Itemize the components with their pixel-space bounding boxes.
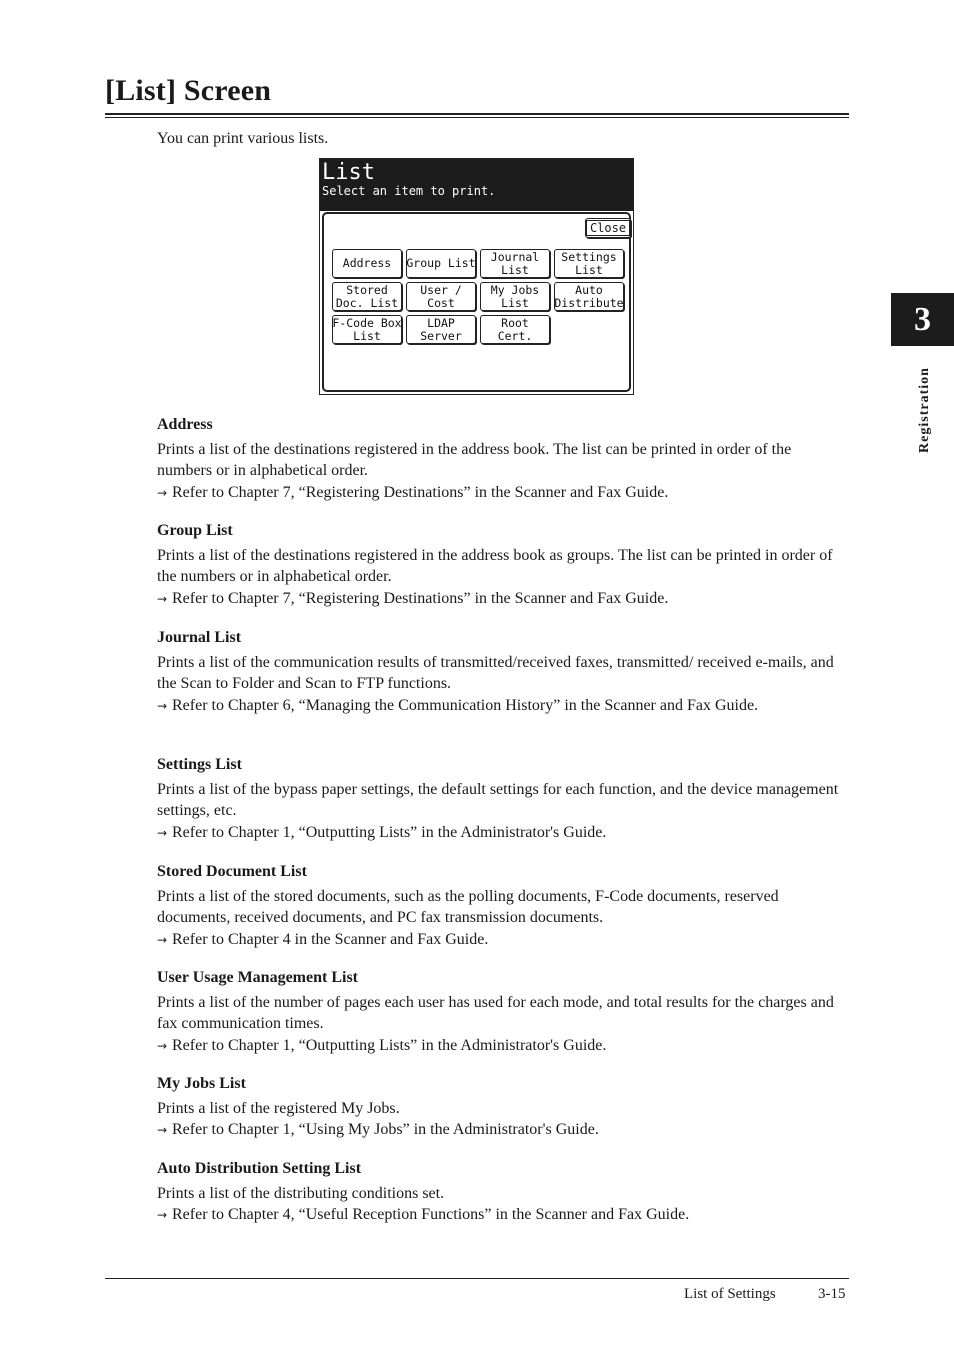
section-body: Prints a list of the registered My Jobs. — [157, 1099, 400, 1117]
section-journal-list — [157, 627, 847, 717]
intro-text: You can print various lists. — [157, 130, 329, 147]
page-number: 3-15 — [818, 1286, 846, 1302]
section-heading: Auto Distribution Setting List — [157, 1160, 362, 1177]
group-list-button[interactable]: Group List — [406, 249, 476, 278]
section-address — [157, 414, 847, 504]
section-body: Prints a list of the stored documents, such as the polling documents, F-Code documents, reserved documents, received documents, and PC fax transmission documents. — [157, 887, 779, 926]
section-body: Prints a list of the number of pages each user has used for each mode, and total results for the charges and fax communication times. — [157, 993, 834, 1032]
section-body: Prints a list of the bypass paper settings, the default settings for each function, and the device management settings, etc. — [157, 780, 839, 819]
section-heading: My Jobs List — [157, 1075, 246, 1092]
f-code-box-list-button[interactable]: F-Code Box List — [332, 315, 402, 343]
section-heading: Stored Document List — [157, 863, 307, 880]
section-user-usage-list — [157, 967, 847, 1057]
section-group-list — [157, 520, 847, 610]
journal-list-button[interactable]: Journal List — [480, 249, 550, 278]
arrow-icon: → — [157, 825, 168, 840]
arrow-icon: → — [157, 932, 168, 947]
footer-rule — [105, 1278, 849, 1279]
section-reference — [157, 1119, 847, 1142]
lcd-header — [320, 159, 633, 211]
arrow-icon: → — [157, 591, 168, 606]
section-body: Prints a list of the destinations registered in the address book as groups. The list can be printed in order of the numbers or in alphabetical order. — [157, 546, 833, 585]
section-heading: Address — [157, 416, 213, 433]
reference-text: Refer to Chapter 7, “Registering Destinations” in the Scanner and Fax Guide. — [172, 483, 669, 501]
my-jobs-list-button[interactable]: My Jobs List — [480, 282, 550, 311]
reference-text: Refer to Chapter 4 in the Scanner and Fax Guide. — [172, 930, 489, 948]
section-body: Prints a list of the destinations registered in the address book. The list can be printed in order of the numbers or in alphabetical order. — [157, 440, 792, 479]
reference-text: Refer to Chapter 7, “Registering Destinations” in the Scanner and Fax Guide. — [172, 589, 669, 607]
reference-text: Refer to Chapter 1, “Outputting Lists” in the Administrator's Guide. — [172, 823, 607, 841]
lcd-subtitle: Select an item to print. — [322, 184, 496, 198]
lcd-screen — [319, 158, 634, 395]
section-stored-document-list — [157, 861, 847, 951]
page-title: [List] Screen — [105, 74, 272, 107]
section-body: Prints a list of the communication results of transmitted/received faxes, transmitted/ received e-mails, and the Scan to Folder and Scan to FTP functions. — [157, 653, 834, 692]
root-cert-button[interactable]: Root Cert. — [480, 315, 550, 344]
section-reference — [157, 588, 847, 611]
reference-text: Refer to Chapter 4, “Useful Reception Functions” in the Scanner and Fax Guide. — [172, 1206, 690, 1223]
chapter-side-label: Registration — [917, 367, 932, 453]
section-heading: Group List — [157, 522, 233, 539]
section-heading: Journal List — [157, 629, 242, 646]
section-settings-list — [157, 754, 847, 844]
section-heading: User Usage Management List — [157, 969, 359, 986]
arrow-icon: → — [157, 1123, 168, 1137]
user-cost-button[interactable]: User / Cost — [406, 282, 476, 311]
section-reference — [157, 482, 847, 505]
close-button-label: Close — [586, 220, 630, 236]
arrow-icon: → — [157, 698, 168, 713]
section-my-jobs-list — [157, 1073, 847, 1142]
auto-distribute-button[interactable]: Auto Distribute — [554, 282, 624, 310]
ldap-server-button[interactable]: LDAP Server — [406, 315, 476, 344]
section-auto-distribution-list — [157, 1158, 847, 1227]
lcd-button-frame — [322, 212, 631, 392]
stored-doc-list-button[interactable]: Stored Doc. List — [332, 282, 402, 311]
lcd-title: List — [322, 160, 375, 185]
title-rule — [105, 113, 849, 118]
close-button[interactable] — [585, 218, 631, 238]
chapter-tab: 3 — [891, 293, 954, 346]
section-reference — [157, 695, 847, 718]
arrow-icon: → — [157, 485, 168, 500]
reference-text: Refer to Chapter 1, “Outputting Lists” in the Administrator's Guide. — [172, 1036, 607, 1054]
section-reference — [157, 822, 847, 845]
footer-section-name: List of Settings — [684, 1286, 776, 1302]
reference-text: Refer to Chapter 1, “Using My Jobs” in the Administrator's Guide. — [172, 1121, 599, 1138]
section-reference — [157, 929, 847, 952]
section-body: Prints a list of the distributing conditions set. — [157, 1184, 445, 1202]
section-reference — [157, 1204, 847, 1227]
arrow-icon: → — [157, 1208, 168, 1222]
reference-text: Refer to Chapter 6, “Managing the Communication History” in the Scanner and Fax Guide. — [172, 696, 759, 714]
section-reference — [157, 1035, 847, 1058]
arrow-icon: → — [157, 1038, 168, 1053]
settings-list-button[interactable]: Settings List — [554, 249, 624, 278]
address-button[interactable]: Address — [332, 249, 402, 278]
section-heading: Settings List — [157, 756, 242, 773]
